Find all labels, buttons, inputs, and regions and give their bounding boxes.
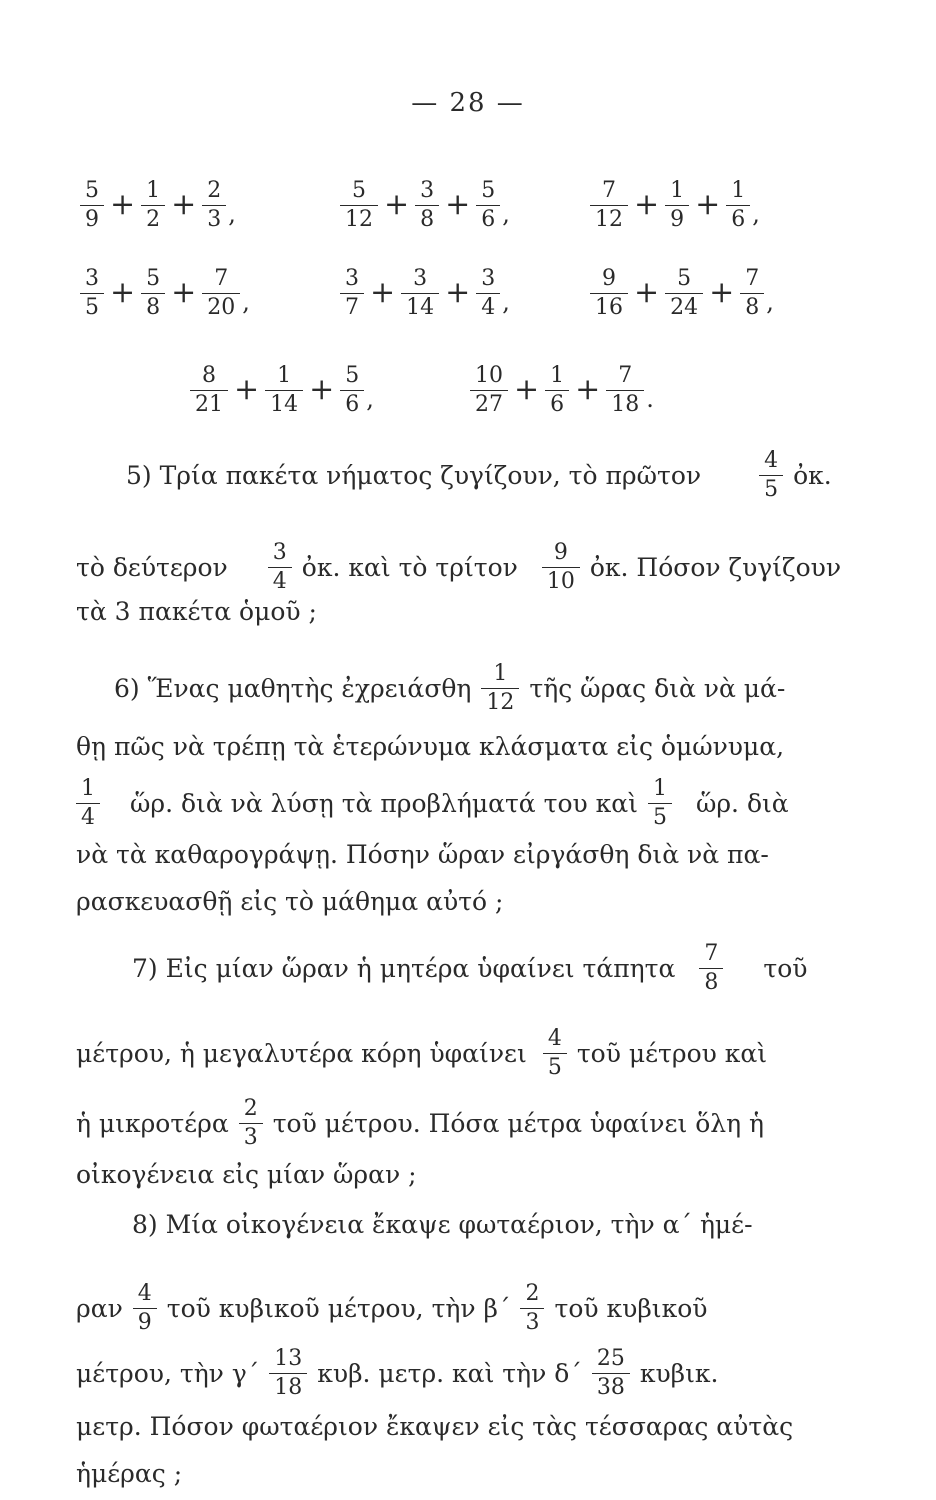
fraction — [590, 265, 628, 320]
numerator: 3 — [481, 265, 496, 291]
plus-sign: + — [171, 275, 197, 310]
fraction-sum — [470, 345, 654, 435]
fraction: $\frac{1}{4}$ — [76, 778, 100, 829]
fraction — [141, 177, 165, 232]
denominator: 8 — [740, 293, 764, 319]
plus-sign: + — [709, 275, 735, 310]
numerator: 1 — [146, 177, 161, 203]
fraction — [190, 362, 228, 417]
fraction — [590, 177, 628, 232]
fraction: $\frac{4}{5}$ — [759, 450, 783, 501]
separator: . — [646, 385, 654, 413]
fraction — [665, 265, 703, 320]
fraction — [265, 362, 303, 417]
problem-5-line-1: 5) Τρία πακέτα νήματος ζυγίζουν, τὸ πρῶτον $\frac{4}{5}$ ὀκ. — [126, 448, 832, 502]
plus-sign: + — [634, 187, 660, 222]
numerator: 7 — [602, 177, 616, 203]
fraction: $\frac{13}{18}$ — [269, 1348, 307, 1399]
fraction: $\frac{2}{3}$ — [239, 1098, 263, 1149]
problem-6-line-1: 6) Ἕνας μαθητὴς ἐχρειάσθη $\frac{1}{12}$ τῆς ὥρας διὰ νὰ μά- — [114, 661, 786, 715]
numerator: 2 — [207, 177, 222, 203]
denominator: 20 — [202, 293, 240, 319]
fraction — [476, 265, 500, 320]
plus-sign: + — [634, 275, 660, 310]
plus-sign: + — [171, 187, 197, 222]
numerator: 1 — [670, 177, 685, 203]
denominator: 24 — [665, 293, 703, 319]
fraction: $\frac{2}{3}$ — [520, 1283, 544, 1334]
numerator: 3 — [85, 265, 99, 291]
problem-7-line-2: μέτρου, ἡ μεγαλυτέρα κόρη ὑφαίνει $\frac{4}{5}$ τοῦ μέτρου καὶ — [76, 1026, 768, 1080]
numerator: 5 — [85, 177, 99, 203]
problem-8-line-1: 8) Μία οἰκογένεια ἔκαψε φωταέριον, τὴν α΄ ἡμέ- — [132, 1210, 753, 1239]
separator: , — [366, 385, 374, 413]
fraction-sum — [340, 160, 510, 250]
exercise-row — [0, 248, 936, 338]
separator: , — [766, 288, 774, 316]
problem-7-line-1: 7) Εἰς μίαν ὥραν ἡ μητέρα ὑφαίνει τάπητα $\frac{7}{8}$ τοῦ — [132, 941, 808, 995]
denominator: 14 — [265, 390, 303, 416]
fraction — [340, 362, 364, 417]
plus-sign: + — [445, 187, 471, 222]
numerator: 3 — [420, 177, 435, 203]
exercise-row — [0, 160, 936, 250]
fraction: $\frac{4}{9}$ — [133, 1283, 157, 1334]
plus-sign: + — [445, 275, 471, 310]
problem-6-line-3: $\frac{1}{4}$ ὥρ. διὰ νὰ λύσῃ τὰ προβλήματά του καὶ $\frac{1}{5}$ ὥρ. διὰ — [76, 778, 866, 829]
denominator: 4 — [476, 293, 500, 319]
problem-6-line-4: νὰ τὰ καθαρογράψῃ. Πόσην ὥραν εἰργάσθη διὰ νὰ πα- — [76, 840, 769, 869]
denominator: 12 — [340, 205, 378, 231]
numerator: 5 — [481, 177, 496, 203]
fraction: $\frac{7}{8}$ — [699, 943, 723, 994]
problem-8-line-3: μέτρου, τὴν γ΄ $\frac{13}{18}$ κυβ. μετρ. καὶ τὴν δ΄ $\frac{25}{38}$ κυβικ. — [76, 1346, 719, 1400]
page-number: — 28 — — [411, 88, 525, 118]
denominator: 14 — [401, 293, 439, 319]
problem-8-line-2: ραν $\frac{4}{9}$ τοῦ κυβικοῦ μέτρου, τὴν β΄ $\frac{2}{3}$ τοῦ κυβικοῦ — [76, 1281, 708, 1335]
fraction: $\frac{3}{4}$ — [268, 542, 292, 593]
fraction-sum — [590, 160, 760, 250]
denominator: 9 — [80, 205, 104, 231]
problem-5-line-2: τὸ δεύτερον $\frac{3}{4}$ ὀκ. καὶ τὸ τρίτον $\frac{9}{10}$ ὀκ. Πόσον ζυγίζουν — [76, 540, 842, 594]
plus-sign: + — [514, 372, 540, 407]
fraction: $\frac{1}{5}$ — [648, 778, 672, 829]
problem-6-line-2: θῃ πῶς νὰ τρέπῃ τὰ ἑτερώνυμα κλάσματα εἰς ὁμώνυμα, — [76, 732, 785, 761]
plus-sign: + — [110, 187, 136, 222]
denominator: 5 — [80, 293, 104, 319]
numerator: 1 — [277, 362, 292, 388]
denominator: 16 — [590, 293, 628, 319]
numerator: 7 — [618, 362, 633, 388]
plus-sign: + — [575, 372, 601, 407]
denominator: 3 — [202, 205, 226, 231]
fraction — [80, 177, 104, 232]
numerator: 10 — [475, 362, 503, 388]
numerator: 3 — [345, 265, 359, 291]
plus-sign: + — [370, 275, 396, 310]
fraction: $\frac{4}{5}$ — [543, 1028, 567, 1079]
denominator: 6 — [545, 390, 569, 416]
p5-text: 5) Τρία πακέτα νήματος ζυγίζουν, τὸ πρῶτον — [126, 460, 702, 490]
separator: , — [242, 288, 250, 316]
numerator: 5 — [345, 362, 360, 388]
fraction: $\frac{9}{10}$ — [542, 542, 580, 593]
fraction — [80, 265, 104, 320]
fraction — [476, 177, 500, 232]
plus-sign: + — [384, 187, 410, 222]
problem-6-line-5: ρασκευασθῇ εἰς τὸ μάθημα αὐτό ; — [76, 887, 504, 916]
problem-8-line-5: ἡμέρας ; — [76, 1459, 183, 1488]
exercise-row — [0, 345, 936, 435]
numerator: 5 — [146, 265, 161, 291]
denominator: 6 — [476, 205, 500, 231]
plus-sign: + — [309, 372, 335, 407]
fraction-sum — [80, 248, 250, 338]
problem-7-line-3: ἡ μικροτέρα $\frac{2}{3}$ τοῦ μέτρου. Πόσα μέτρα ὑφαίνει ὅλη ἡ — [76, 1096, 765, 1150]
numerator: 7 — [214, 265, 229, 291]
fraction — [202, 265, 240, 320]
denominator: 27 — [470, 390, 508, 416]
denominator: 21 — [190, 390, 228, 416]
denominator: 6 — [726, 205, 750, 231]
fraction — [340, 177, 378, 232]
numerator: 5 — [352, 177, 366, 203]
fraction — [202, 177, 226, 232]
numerator: 1 — [731, 177, 746, 203]
fraction — [141, 265, 165, 320]
problem-8-line-4: μετρ. Πόσον φωταέριον ἔκαψεν εἰς τὰς τέσσαρας αὐτὰς — [76, 1412, 794, 1441]
separator: , — [228, 200, 236, 228]
fraction — [665, 177, 689, 232]
denominator: 2 — [141, 205, 165, 231]
fraction — [470, 362, 508, 417]
numerator: 5 — [677, 265, 692, 291]
problem-7-line-4: οἰκογένεια εἰς μίαν ὥραν ; — [76, 1160, 417, 1189]
numerator: 7 — [745, 265, 760, 291]
fraction — [401, 265, 439, 320]
separator: , — [502, 200, 510, 228]
fraction-sum — [80, 160, 236, 250]
denominator: 6 — [340, 390, 364, 416]
fraction-sum — [340, 248, 510, 338]
problem-5-line-3: τὰ 3 πακέτα ὁμοῦ ; — [76, 597, 317, 626]
separator: , — [752, 200, 760, 228]
denominator: 8 — [141, 293, 165, 319]
separator: , — [502, 288, 510, 316]
plus-sign: + — [234, 372, 260, 407]
denominator: 8 — [415, 205, 439, 231]
fraction — [740, 265, 764, 320]
fraction: $\frac{1}{12}$ — [481, 663, 519, 714]
numerator: 1 — [550, 362, 565, 388]
denominator: 12 — [590, 205, 628, 231]
numerator: 8 — [202, 362, 216, 388]
fraction — [415, 177, 439, 232]
fraction — [606, 362, 644, 417]
denominator: 18 — [606, 390, 644, 416]
fraction — [726, 177, 750, 232]
plus-sign: + — [110, 275, 136, 310]
fraction-sum — [590, 248, 774, 338]
plus-sign: + — [695, 187, 721, 222]
numerator: 3 — [413, 265, 428, 291]
fraction: $\frac{25}{38}$ — [592, 1348, 630, 1399]
denominator: 7 — [340, 293, 364, 319]
denominator: 9 — [665, 205, 689, 231]
fraction — [545, 362, 569, 417]
fraction-sum — [190, 345, 374, 435]
numerator: 9 — [602, 265, 616, 291]
fraction — [340, 265, 364, 320]
